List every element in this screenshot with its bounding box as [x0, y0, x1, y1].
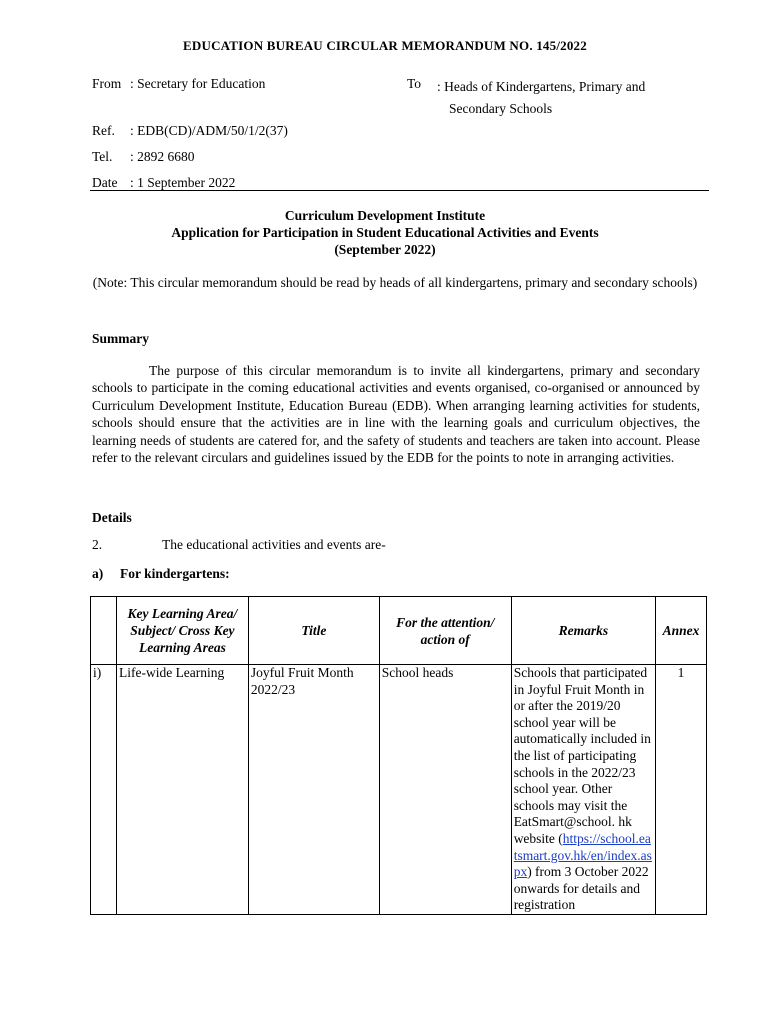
heading-line3: (September 2022)	[334, 242, 436, 257]
table-row	[91, 665, 707, 915]
section-label: a)	[92, 566, 104, 581]
memo-title: EDUCATION BUREAU CIRCULAR MEMORANDUM NO. 145/2022	[183, 38, 587, 53]
table-header-row	[91, 597, 707, 665]
row-attention: School heads	[379, 665, 511, 915]
to-value-line1: : Heads of Kindergartens, Primary and	[437, 79, 646, 94]
details-heading: Details	[92, 510, 132, 525]
to-label: To	[407, 76, 422, 91]
tel-label: Tel.	[92, 149, 113, 164]
remarks-text: Schools that participated in Joyful Fruit Month in or after the 2019/20 school year will be automatically included in the list of participating schools in the 2022/23 school year. Other schools may visit the EatSmart@school. hk website (	[513, 665, 651, 846]
header-title: Title	[248, 597, 379, 665]
eatsmart-link[interactable]: https://school.eatsmart.gov.hk/en/index.aspx	[513, 830, 652, 880]
from-label: From	[92, 76, 122, 91]
heading-line2: Application for Participation in Student Educational Activities and Events	[171, 225, 599, 240]
header-kla: Key Learning Area/ Subject/ Cross Key Learning Areas	[116, 597, 248, 665]
row-title: Joyful Fruit Month 2022/23	[248, 665, 379, 915]
summary-heading: Summary	[92, 331, 149, 346]
date-label: Date	[92, 175, 118, 190]
summary-paragraph: The purpose of this circular memorandum is to invite all kindergartens, primary and secondary schools to participate in the coming educational activities and events organised, co-organised or announced by Curriculum Development Institute, Education Bureau (EDB). When arranging learning activities for students, schools should ensure that the activities are in line with the learning goals and curriculum objectives, the learning needs of students are catered for, and the safety of students and teachers are taken into account. Please refer to the relevant circulars and guidelines issued by the EDB for the points to note in arranging activities.	[92, 363, 700, 466]
row-kla: Life-wide Learning	[116, 665, 248, 915]
activities-table	[90, 596, 707, 915]
to-value-line2: Secondary Schools	[449, 101, 553, 116]
from-value: : Secretary for Education	[130, 76, 266, 91]
note-text: (Note: This circular memorandum should be read by heads of all kindergartens, primary and secondary schools)	[92, 275, 698, 290]
header-divider	[90, 190, 709, 191]
heading-line1: Curriculum Development Institute	[284, 208, 486, 223]
ref-label: Ref.	[92, 123, 115, 138]
paragraph-text: The educational activities and events are-	[162, 537, 386, 552]
to-value	[437, 76, 645, 120]
header-attention: For the attention/ action of	[379, 597, 511, 665]
tel-value: : 2892 6680	[130, 149, 195, 164]
row-index: i)	[91, 665, 117, 915]
ref-value: : EDB(CD)/ADM/50/1/2(37)	[130, 123, 288, 138]
paragraph-number: 2.	[92, 537, 103, 552]
header-remarks: Remarks	[511, 597, 655, 665]
section-title: For kindergartens:	[120, 566, 230, 581]
row-remarks	[511, 665, 655, 915]
row-annex: 1	[656, 665, 707, 915]
header-annex: Annex	[656, 597, 707, 665]
remarks-text-end: ) from 3 October 2022 onwards for details and registration	[513, 864, 649, 913]
header-index	[91, 597, 117, 665]
date-value: : 1 September 2022	[130, 175, 236, 190]
